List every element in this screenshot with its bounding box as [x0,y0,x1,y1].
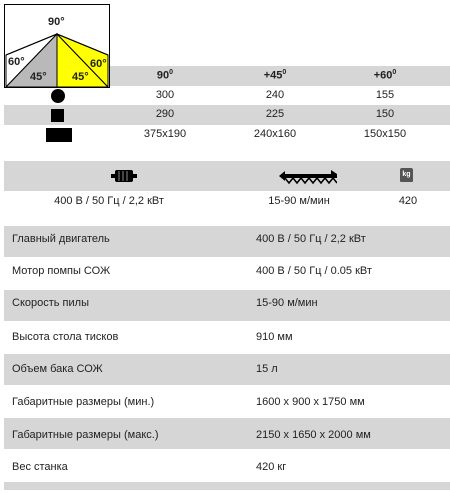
capacity-row-rectangle [4,125,450,144]
angle-label-right-upper: 60° [90,58,107,70]
square-icon [51,109,64,122]
degree-suffix: 0 [169,69,174,76]
spec-value: 15-90 м/мин [256,297,318,309]
spec-label: Габаритные размеры (мин.) [12,396,155,408]
header-90-text: 90 [156,69,170,82]
spec-row-saw-speed [4,290,450,321]
spec-label: Мотор помпы СОЖ [12,265,111,277]
degree-suffix: 0 [392,69,397,76]
round-icon [51,89,65,103]
spec-label: Скорость пилы [12,297,89,309]
capacity-header-90 [140,69,190,82]
angle-label-right-lower: 45° [72,71,89,83]
capacity-row-square [4,105,450,125]
capacity-row-round [4,86,450,105]
header-45-text: +45 [263,69,283,82]
table-cell: 290 [155,108,175,120]
spec-value: 420 кг [256,461,287,473]
header-60-text: +60 [373,69,393,82]
table-cell: 240 [265,89,285,101]
spec-bottom-band [4,482,450,490]
summary-values-row [4,191,450,211]
spec-value: 2150 х 1650 х 2000 мм [256,429,371,441]
summary-weight-value: 420 [398,195,418,207]
summary-motor-value: 400 В / 50 Гц / 2,2 кВт [54,195,164,207]
spec-label: Объем бака СОЖ [12,363,103,375]
spec-label: Высота стола тисков [12,331,119,343]
spec-row-table-height [4,322,450,353]
spec-value: 1600 х 900 х 1750 мм [256,396,365,408]
table-cell: 300 [155,89,175,101]
summary-speed-value: 15-90 м/мин [268,195,330,207]
table-cell: 150 [375,108,395,120]
spec-label: Главный двигатель [12,233,110,245]
capacity-header-60 [360,69,410,82]
spec-row-pump-motor [4,258,450,289]
spec-row-main-motor [4,226,450,257]
weight-icon [400,168,413,182]
spec-value: 910 мм [256,331,293,343]
weight-icon-label: kg [402,171,411,178]
spec-value: 15 л [256,363,278,375]
saw-blade-icon [279,167,337,185]
angle-label-left-upper: 60° [8,56,25,68]
degree-suffix: 0 [282,69,287,76]
spec-row-dimensions-min [4,386,450,417]
table-cell: 240x160 [253,128,297,140]
spec-row-machine-weight [4,450,450,481]
table-cell: 155 [375,89,395,101]
spec-value: 400 В / 50 Гц / 0.05 кВт [256,265,372,277]
spec-value: 400 В / 50 Гц / 2,2 кВт [256,233,366,245]
spec-label: Вес станка [12,461,68,473]
spec-row-coolant-tank [4,354,450,385]
angle-diagram [4,4,110,88]
summary-icons-row [4,161,450,191]
angle-label-top: 90° [48,16,65,28]
table-cell: 225 [265,108,285,120]
table-cell: 150x150 [363,128,407,140]
rectangle-icon [46,128,72,142]
capacity-header-row [110,66,450,86]
motor-icon [111,169,137,183]
capacity-header-45 [250,69,300,82]
spec-row-dimensions-max [4,418,450,449]
table-cell: 375x190 [143,128,187,140]
angle-label-left-lower: 45° [30,71,47,83]
spec-label: Габаритные размеры (макс.) [12,429,159,441]
